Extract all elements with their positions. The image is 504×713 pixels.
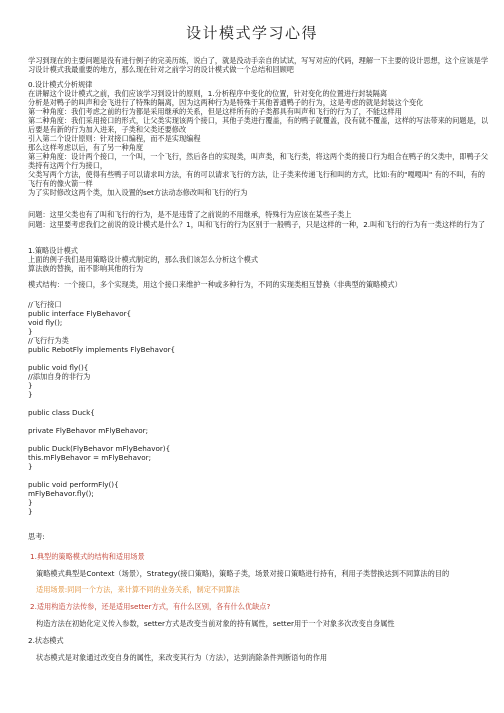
code-line: public class Duck{ bbox=[28, 408, 95, 417]
text-line: 在讲解这个设计模式之前，我们应该学习到设计的原则，1.分析程序中变化的位置，针对变化的位置进行封装隔离 bbox=[28, 89, 388, 98]
intro-paragraph: 学习到现在的主要问题是没有进行例子的完美历练，说白了，就是没动手亲自的试试，写写对应的代码，理解一下主要的设计思想，这个应该是学习设计模式我最重要的地方，那么现在针对之前学习的设计模式做一个总结和回顾吧 bbox=[28, 56, 489, 74]
text-line: 策略模式典型是Context（场景），Strategy(接口策略)，策略子类，场景对接口策略进行持有，利用子类替换达到不同算法的目的 bbox=[36, 569, 450, 578]
code-line: } bbox=[28, 498, 33, 507]
text-line: 模式结构：一个接口，多个实现类，用这个接口来维护一种或多种行为，不同的实现类相互替换（非典型的策略模式） bbox=[28, 280, 402, 289]
question-heading: 1.典型的策略模式的结构和适用场景 bbox=[30, 552, 145, 561]
text-line: 父类写两个方法，使得有些鸭子可以请求叫方法，有的可以请求飞行的方法，让子类来传递飞行和叫的方式，比如:有的"嘎嘎叫" 有的不叫，有的飞行有的像火箭一样 bbox=[28, 170, 485, 188]
text-line: 第三种角度：设计两个接口，一个叫，一个飞行，然后各自的实现类，叫声类，和飞行类，将这两个类的接口行为组合在鸭子的父类中，即鸭子父类持有这两个行为接口， bbox=[28, 152, 489, 170]
code-line: public void fly(){ bbox=[28, 363, 89, 372]
code-line: mFlyBehavor.fly(); bbox=[28, 489, 94, 498]
question-heading: 2.适用构造方法传参，还是适用setter方式，有什么区别，各有什么优缺点? bbox=[30, 602, 271, 611]
code-line: //飞行行为类 bbox=[28, 336, 69, 345]
text-line: 0.设计模式分析规律 bbox=[28, 80, 93, 89]
text-line: 上面的例子我们是用策略设计模式制定的，那么我们该怎么分析这个模式 bbox=[28, 255, 259, 264]
text-line: 适用场景:同同一个方法，来计算不同的业务关系，制定不同算法 bbox=[36, 585, 240, 594]
code-line: } bbox=[28, 327, 33, 336]
code-line: //添加自身的非行为 bbox=[28, 372, 91, 381]
code-line: } bbox=[28, 462, 33, 471]
code-line: public RebotFly implements FlyBehavor{ bbox=[28, 345, 176, 354]
section-heading: 2.状态模式 bbox=[28, 636, 64, 645]
code-line: private FlyBehavor mFlyBehavor; bbox=[28, 426, 149, 435]
code-line: public Duck(FlyBehavor mFlyBehavor){ bbox=[28, 444, 171, 453]
code-line: void fly(); bbox=[28, 318, 63, 327]
text-line: 算法族的替换，而不影响其他的行为 bbox=[28, 264, 144, 273]
text-line: 构造方法在初始化定义传入参数，setter方式是改变当前对象的持有属性，setter用于一个对象多次改变自身属性 bbox=[36, 619, 395, 628]
page-title: 设计模式学习心得 bbox=[185, 24, 318, 42]
section-heading: 思考: bbox=[28, 532, 45, 541]
code-line: //飞行接口 bbox=[28, 300, 62, 309]
code-line: this.mFlyBehavor = mFlyBehavor; bbox=[28, 453, 152, 462]
text-line: 状态模式是对象通过改变自身的属性，来改变其行为（方法），达到消除条件判断语句的作用 bbox=[36, 653, 328, 662]
text-line: 第二种角度：我们采用接口的形式，让父类实现该两个接口，其他子类进行覆盖，有的鸭子就覆盖，没有就不覆盖，这样的写法带来的问题是，以后要是有新的行为加入进来，子类和父类还要修改 bbox=[28, 116, 489, 134]
text-line: 问题：这里要考虑我们之前说的设计模式是什么？1，叫和飞行的行为区别于一般鸭子，只是这样的一种，2.叫和飞行的行为有一类这样的行为了 bbox=[28, 220, 486, 229]
code-line: public interface FlyBehavor{ bbox=[28, 309, 132, 318]
code-line: } bbox=[28, 507, 33, 516]
code-line: } bbox=[28, 390, 33, 399]
text-line: 为了实时修改这两个类，加入设置的set方法动态修改叫和飞行的行为 bbox=[28, 188, 248, 197]
text-line: 问题：这里父类也有了叫和飞行的行为，是不是违背了之前说的不用继承，特殊行为应该在某些子类上 bbox=[28, 210, 352, 219]
text-line: 那么这样考虑以后，有了另一种角度 bbox=[28, 143, 144, 152]
section-heading: 1.策略设计模式 bbox=[28, 246, 78, 255]
text-line: 第一种角度：我们考虑之前的行为都是采用继承的关系，但是这样所有的子类都具有叫声和飞行的行为了，不能这样用 bbox=[28, 107, 402, 116]
code-line: } bbox=[28, 381, 33, 390]
text-line: 分析是对鸭子的叫声和会飞进行了特殊的隔离，因为这两种行为是特殊于其他普通鸭子的行为，这是考虑的就是封装这个变化 bbox=[28, 98, 424, 107]
text-line: 引入第二个设计原则：针对接口编程，而不是实现编程 bbox=[28, 134, 201, 143]
code-line: public void performFly(){ bbox=[28, 480, 119, 489]
